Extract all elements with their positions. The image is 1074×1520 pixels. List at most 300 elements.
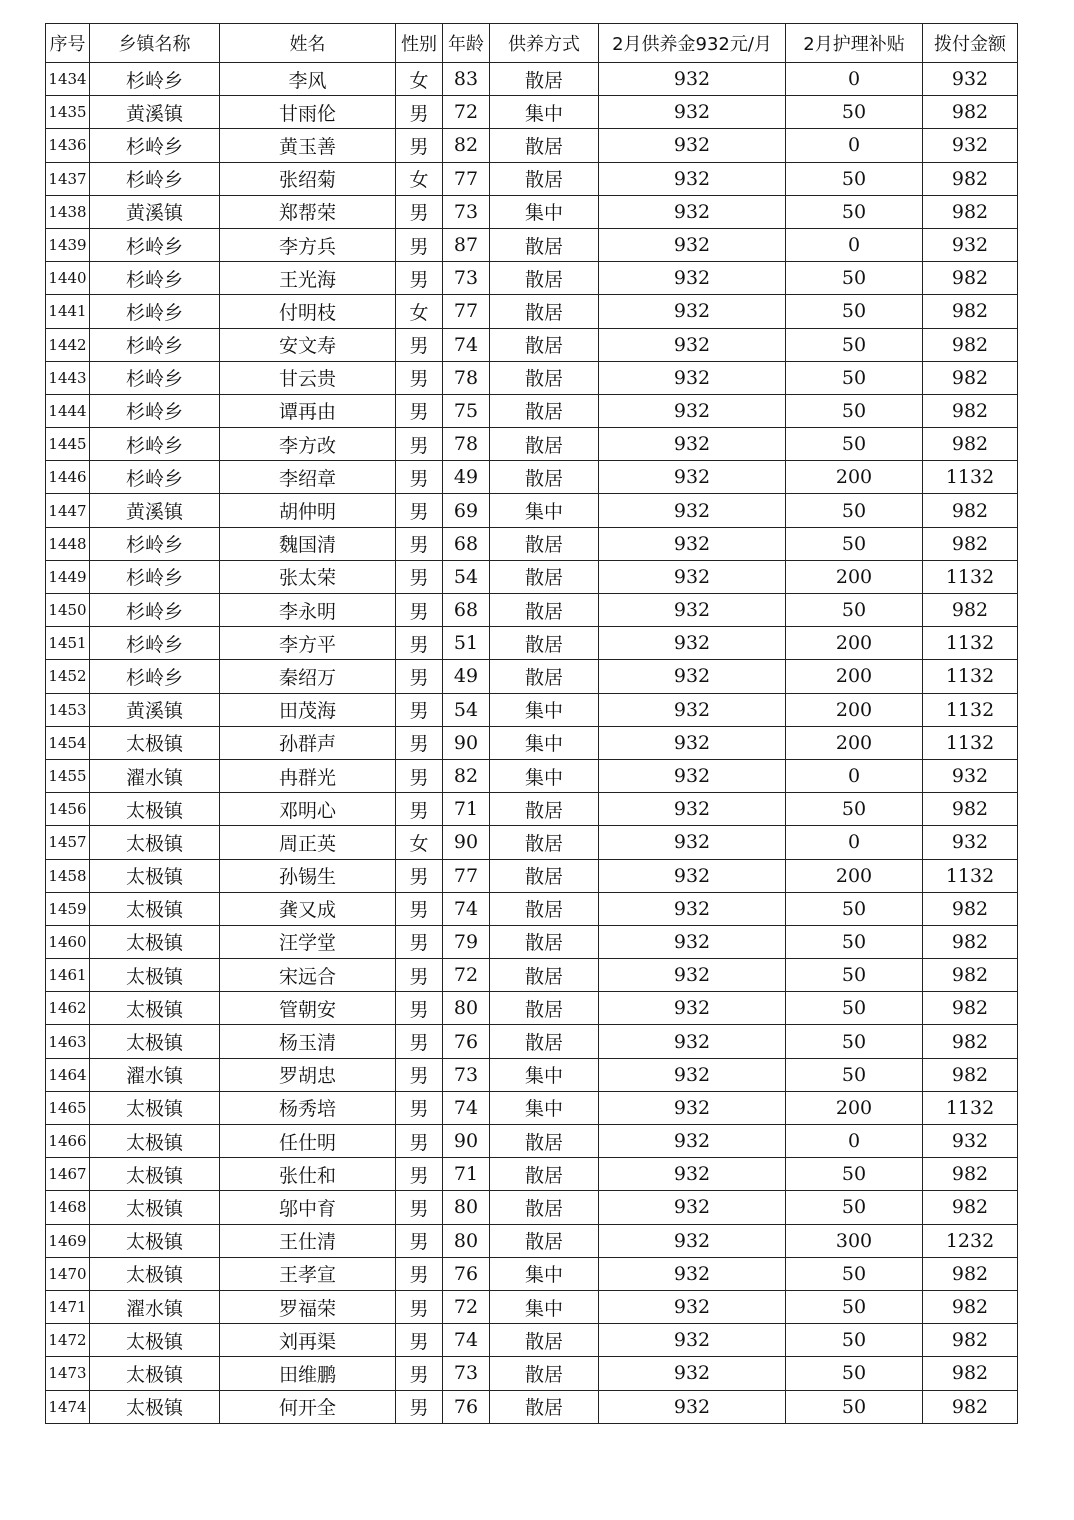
col-payment-total-cell: 982 [923, 1357, 1018, 1390]
col-age-cell: 68 [443, 527, 490, 560]
col-name-cell: 王孝宣 [220, 1257, 396, 1290]
col-index-cell: 1459 [46, 892, 90, 925]
col-age-cell: 79 [443, 925, 490, 958]
col-township-cell: 太极镇 [90, 1324, 220, 1357]
col-support-fund-cell: 932 [599, 63, 786, 96]
table-row [46, 925, 1018, 958]
col-care-subsidy-cell: 50 [786, 1191, 923, 1224]
table-row [46, 726, 1018, 759]
col-name-cell: 宋远合 [220, 959, 396, 992]
col-payment-total-cell: 982 [923, 195, 1018, 228]
table-row [46, 461, 1018, 494]
col-support-mode-cell: 散居 [490, 1324, 599, 1357]
table-row [46, 1058, 1018, 1091]
col-support-fund-cell: 932 [599, 1158, 786, 1191]
col-support-mode-cell: 散居 [490, 228, 599, 261]
table-row [46, 660, 1018, 693]
col-age-cell: 77 [443, 295, 490, 328]
table-body [46, 63, 1018, 1424]
col-name-cell: 王仕清 [220, 1224, 396, 1257]
col-care-subsidy-cell: 50 [786, 1257, 923, 1290]
col-payment-total-cell: 982 [923, 361, 1018, 394]
col-support-fund-cell: 932 [599, 892, 786, 925]
col-care-subsidy-cell: 50 [786, 361, 923, 394]
table-row [46, 527, 1018, 560]
col-name-cell: 杨秀培 [220, 1091, 396, 1124]
table-row [46, 96, 1018, 129]
col-support-fund-cell: 932 [599, 726, 786, 759]
col-gender-cell: 男 [396, 1091, 443, 1124]
col-age-cell: 74 [443, 1091, 490, 1124]
table-row [46, 627, 1018, 660]
col-age-cell: 51 [443, 627, 490, 660]
col-township-cell: 杉岭乡 [90, 428, 220, 461]
col-township-cell: 杉岭乡 [90, 660, 220, 693]
col-township-cell: 杉岭乡 [90, 328, 220, 361]
col-township-cell: 太极镇 [90, 1357, 220, 1390]
col-care-subsidy-cell: 0 [786, 759, 923, 792]
col-name-cell: 邬中育 [220, 1191, 396, 1224]
col-age-cell: 73 [443, 262, 490, 295]
col-payment-total-cell: 982 [923, 1390, 1018, 1423]
col-payment-total-cell: 982 [923, 262, 1018, 295]
col-support-mode-cell: 散居 [490, 1224, 599, 1257]
col-support-fund-cell: 932 [599, 826, 786, 859]
col-age-cell: 78 [443, 428, 490, 461]
col-payment-total-cell: 932 [923, 63, 1018, 96]
col-care-subsidy-cell: 50 [786, 959, 923, 992]
col-care-subsidy-cell: 50 [786, 428, 923, 461]
col-payment-total-cell: 982 [923, 527, 1018, 560]
col-age-cell: 82 [443, 129, 490, 162]
col-support-fund-cell: 932 [599, 461, 786, 494]
col-index-cell: 1472 [46, 1324, 90, 1357]
col-age-cell: 83 [443, 63, 490, 96]
col-name-cell: 孙群声 [220, 726, 396, 759]
col-support-mode-cell: 散居 [490, 793, 599, 826]
col-gender-cell: 男 [396, 1125, 443, 1158]
col-age-cell: 76 [443, 1390, 490, 1423]
col-index-cell: 1443 [46, 361, 90, 394]
col-age-cell: 72 [443, 96, 490, 129]
col-payment-total-cell: 982 [923, 428, 1018, 461]
col-township-cell: 太极镇 [90, 992, 220, 1025]
col-age-cell: 72 [443, 959, 490, 992]
table-row [46, 1290, 1018, 1323]
col-name-cell: 甘云贵 [220, 361, 396, 394]
col-township-cell: 杉岭乡 [90, 228, 220, 261]
col-index-cell: 1446 [46, 461, 90, 494]
col-township-cell: 濯水镇 [90, 1290, 220, 1323]
col-support-fund-cell: 932 [599, 1091, 786, 1124]
col-support-fund-cell: 932 [599, 1257, 786, 1290]
col-support-mode-cell: 散居 [490, 660, 599, 693]
col-payment-total-cell: 1232 [923, 1224, 1018, 1257]
col-payment-total-cell: 982 [923, 1257, 1018, 1290]
col-gender-cell: 男 [396, 1324, 443, 1357]
col-name-cell: 李方兵 [220, 228, 396, 261]
col-age-cell: 82 [443, 759, 490, 792]
col-support-mode-cell: 散居 [490, 63, 599, 96]
col-care-subsidy-cell: 0 [786, 63, 923, 96]
table-row [46, 959, 1018, 992]
table-row [46, 560, 1018, 593]
col-index-cell: 1441 [46, 295, 90, 328]
col-support-mode-cell: 散居 [490, 959, 599, 992]
col-name-cell: 冉群光 [220, 759, 396, 792]
table-row [46, 1357, 1018, 1390]
col-index-header: 序号 [46, 24, 90, 63]
col-payment-total-cell: 982 [923, 959, 1018, 992]
col-name-cell: 李永明 [220, 594, 396, 627]
table-row [46, 428, 1018, 461]
col-support-mode-cell: 散居 [490, 361, 599, 394]
col-support-mode-cell: 集中 [490, 1058, 599, 1091]
col-name-cell: 汪学堂 [220, 925, 396, 958]
col-support-mode-cell: 集中 [490, 1290, 599, 1323]
col-support-mode-cell: 散居 [490, 1390, 599, 1423]
col-township-cell: 杉岭乡 [90, 394, 220, 427]
col-gender-cell: 女 [396, 826, 443, 859]
col-name-cell: 甘雨伦 [220, 96, 396, 129]
col-support-fund-cell: 932 [599, 361, 786, 394]
col-index-cell: 1455 [46, 759, 90, 792]
col-gender-cell: 男 [396, 925, 443, 958]
col-care-subsidy-cell: 50 [786, 162, 923, 195]
col-support-mode-cell: 散居 [490, 627, 599, 660]
col-age-cell: 90 [443, 826, 490, 859]
col-gender-cell: 男 [396, 361, 443, 394]
col-township-cell: 黄溪镇 [90, 494, 220, 527]
col-age-cell: 77 [443, 162, 490, 195]
col-support-mode-cell: 集中 [490, 693, 599, 726]
col-gender-cell: 女 [396, 162, 443, 195]
table-row [46, 892, 1018, 925]
col-support-mode-cell: 集中 [490, 1257, 599, 1290]
col-support-fund-cell: 932 [599, 394, 786, 427]
col-name-cell: 邓明心 [220, 793, 396, 826]
col-gender-cell: 男 [396, 892, 443, 925]
col-index-cell: 1445 [46, 428, 90, 461]
col-support-fund-cell: 932 [599, 195, 786, 228]
col-name-cell: 王光海 [220, 262, 396, 295]
col-township-cell: 太极镇 [90, 959, 220, 992]
col-gender-cell: 男 [396, 96, 443, 129]
col-care-subsidy-cell: 50 [786, 1324, 923, 1357]
col-gender-cell: 男 [396, 428, 443, 461]
col-support-fund-cell: 932 [599, 793, 786, 826]
col-index-cell: 1448 [46, 527, 90, 560]
col-age-cell: 74 [443, 328, 490, 361]
col-care-subsidy-cell: 50 [786, 992, 923, 1025]
col-payment-total-header: 拨付金额 [923, 24, 1018, 63]
col-index-cell: 1461 [46, 959, 90, 992]
col-age-cell: 49 [443, 461, 490, 494]
table-row [46, 162, 1018, 195]
col-gender-cell: 男 [396, 1058, 443, 1091]
col-support-fund-cell: 932 [599, 328, 786, 361]
col-support-mode-cell: 散居 [490, 1191, 599, 1224]
col-support-fund-cell: 932 [599, 228, 786, 261]
table-row [46, 328, 1018, 361]
col-support-fund-cell: 932 [599, 992, 786, 1025]
table-row [46, 129, 1018, 162]
table-row [46, 759, 1018, 792]
col-support-fund-cell: 932 [599, 1224, 786, 1257]
col-township-cell: 太极镇 [90, 726, 220, 759]
col-gender-cell: 男 [396, 195, 443, 228]
col-index-cell: 1435 [46, 96, 90, 129]
col-township-header: 乡镇名称 [90, 24, 220, 63]
col-index-cell: 1451 [46, 627, 90, 660]
table-row [46, 361, 1018, 394]
table-row [46, 1158, 1018, 1191]
col-name-header: 姓名 [220, 24, 396, 63]
col-index-cell: 1450 [46, 594, 90, 627]
col-age-cell: 77 [443, 859, 490, 892]
col-support-fund-cell: 932 [599, 627, 786, 660]
col-name-cell: 李风 [220, 63, 396, 96]
col-index-cell: 1439 [46, 228, 90, 261]
col-age-cell: 72 [443, 1290, 490, 1323]
col-township-cell: 杉岭乡 [90, 560, 220, 593]
col-support-fund-cell: 932 [599, 959, 786, 992]
col-care-subsidy-cell: 50 [786, 195, 923, 228]
col-care-subsidy-cell: 50 [786, 295, 923, 328]
col-care-subsidy-cell: 200 [786, 560, 923, 593]
col-support-fund-cell: 932 [599, 560, 786, 593]
col-gender-cell: 男 [396, 228, 443, 261]
col-support-mode-cell: 散居 [490, 461, 599, 494]
col-age-cell: 74 [443, 892, 490, 925]
col-age-cell: 80 [443, 1224, 490, 1257]
table-row [46, 228, 1018, 261]
col-index-cell: 1473 [46, 1357, 90, 1390]
col-payment-total-cell: 982 [923, 328, 1018, 361]
col-support-mode-cell: 集中 [490, 195, 599, 228]
col-gender-cell: 男 [396, 693, 443, 726]
col-index-cell: 1460 [46, 925, 90, 958]
col-payment-total-cell: 932 [923, 759, 1018, 792]
col-index-cell: 1454 [46, 726, 90, 759]
col-township-cell: 濯水镇 [90, 1058, 220, 1091]
col-support-fund-cell: 932 [599, 428, 786, 461]
col-age-cell: 76 [443, 1257, 490, 1290]
table-row [46, 1224, 1018, 1257]
col-township-cell: 黄溪镇 [90, 96, 220, 129]
col-support-mode-cell: 集中 [490, 759, 599, 792]
col-index-cell: 1458 [46, 859, 90, 892]
col-township-cell: 太极镇 [90, 892, 220, 925]
col-name-cell: 田茂海 [220, 693, 396, 726]
col-name-cell: 杨玉清 [220, 1025, 396, 1058]
col-gender-cell: 男 [396, 859, 443, 892]
col-support-fund-cell: 932 [599, 1191, 786, 1224]
col-gender-cell: 男 [396, 1390, 443, 1423]
col-support-mode-cell: 散居 [490, 826, 599, 859]
table-row [46, 494, 1018, 527]
col-payment-total-cell: 932 [923, 129, 1018, 162]
col-payment-total-cell: 982 [923, 793, 1018, 826]
col-payment-total-cell: 1132 [923, 560, 1018, 593]
col-care-subsidy-cell: 0 [786, 826, 923, 859]
col-index-cell: 1464 [46, 1058, 90, 1091]
col-township-cell: 太极镇 [90, 1158, 220, 1191]
col-payment-total-cell: 1132 [923, 859, 1018, 892]
col-care-subsidy-cell: 50 [786, 1158, 923, 1191]
col-payment-total-cell: 982 [923, 1290, 1018, 1323]
col-name-cell: 李方改 [220, 428, 396, 461]
col-index-cell: 1474 [46, 1390, 90, 1423]
col-support-fund-cell: 932 [599, 859, 786, 892]
col-township-cell: 太极镇 [90, 859, 220, 892]
col-gender-cell: 男 [396, 129, 443, 162]
col-name-cell: 龚又成 [220, 892, 396, 925]
table-row [46, 793, 1018, 826]
col-payment-total-cell: 982 [923, 494, 1018, 527]
col-name-cell: 何开全 [220, 1390, 396, 1423]
col-support-mode-cell: 散居 [490, 394, 599, 427]
col-support-fund-cell: 932 [599, 1125, 786, 1158]
table-row [46, 1257, 1018, 1290]
col-township-cell: 太极镇 [90, 1390, 220, 1423]
col-gender-cell: 男 [396, 262, 443, 295]
col-township-cell: 杉岭乡 [90, 129, 220, 162]
col-care-subsidy-cell: 0 [786, 129, 923, 162]
col-care-subsidy-cell: 200 [786, 859, 923, 892]
col-name-cell: 张太荣 [220, 560, 396, 593]
col-support-fund-cell: 932 [599, 162, 786, 195]
col-name-cell: 李绍章 [220, 461, 396, 494]
col-index-cell: 1469 [46, 1224, 90, 1257]
col-care-subsidy-cell: 50 [786, 793, 923, 826]
col-age-cell: 49 [443, 660, 490, 693]
col-payment-total-cell: 982 [923, 394, 1018, 427]
table-row [46, 1091, 1018, 1124]
col-payment-total-cell: 1132 [923, 461, 1018, 494]
col-support-mode-cell: 散居 [490, 262, 599, 295]
col-township-cell: 濯水镇 [90, 759, 220, 792]
col-index-cell: 1437 [46, 162, 90, 195]
allowance-table [45, 23, 1018, 1424]
col-name-cell: 秦绍万 [220, 660, 396, 693]
col-care-subsidy-cell: 300 [786, 1224, 923, 1257]
col-care-subsidy-cell: 50 [786, 262, 923, 295]
col-township-cell: 杉岭乡 [90, 627, 220, 660]
col-age-cell: 75 [443, 394, 490, 427]
col-index-cell: 1452 [46, 660, 90, 693]
col-care-subsidy-cell: 50 [786, 1025, 923, 1058]
col-index-cell: 1436 [46, 129, 90, 162]
col-index-cell: 1457 [46, 826, 90, 859]
col-age-cell: 73 [443, 1058, 490, 1091]
col-care-subsidy-cell: 0 [786, 228, 923, 261]
col-name-cell: 刘再渠 [220, 1324, 396, 1357]
table-row [46, 1390, 1018, 1423]
col-index-cell: 1444 [46, 394, 90, 427]
col-support-mode-cell: 散居 [490, 892, 599, 925]
table-row [46, 394, 1018, 427]
col-age-cell: 80 [443, 1191, 490, 1224]
col-support-mode-cell: 散居 [490, 859, 599, 892]
col-support-mode-cell: 散居 [490, 527, 599, 560]
col-payment-total-cell: 982 [923, 992, 1018, 1025]
table-row [46, 594, 1018, 627]
col-township-cell: 杉岭乡 [90, 262, 220, 295]
col-support-mode-cell: 散居 [490, 328, 599, 361]
col-support-fund-cell: 932 [599, 925, 786, 958]
col-gender-cell: 男 [396, 527, 443, 560]
col-age-cell: 74 [443, 1324, 490, 1357]
col-age-cell: 68 [443, 594, 490, 627]
col-care-subsidy-cell: 200 [786, 627, 923, 660]
col-payment-total-cell: 982 [923, 1058, 1018, 1091]
col-township-cell: 黄溪镇 [90, 195, 220, 228]
col-gender-cell: 男 [396, 959, 443, 992]
col-support-fund-cell: 932 [599, 262, 786, 295]
col-age-cell: 78 [443, 361, 490, 394]
col-township-cell: 太极镇 [90, 826, 220, 859]
col-care-subsidy-cell: 50 [786, 594, 923, 627]
col-support-mode-cell: 散居 [490, 129, 599, 162]
col-index-cell: 1453 [46, 693, 90, 726]
col-care-subsidy-cell: 200 [786, 1091, 923, 1124]
col-gender-cell: 男 [396, 759, 443, 792]
col-name-cell: 管朝安 [220, 992, 396, 1025]
col-age-cell: 54 [443, 560, 490, 593]
col-care-subsidy-cell: 50 [786, 394, 923, 427]
col-gender-cell: 男 [396, 1224, 443, 1257]
col-payment-total-cell: 982 [923, 1324, 1018, 1357]
col-age-cell: 73 [443, 1357, 490, 1390]
col-support-mode-cell: 散居 [490, 1357, 599, 1390]
col-support-mode-cell: 散居 [490, 992, 599, 1025]
col-index-cell: 1456 [46, 793, 90, 826]
col-payment-total-cell: 982 [923, 96, 1018, 129]
col-township-cell: 太极镇 [90, 1224, 220, 1257]
col-township-cell: 杉岭乡 [90, 361, 220, 394]
col-support-mode-header: 供养方式 [490, 24, 599, 63]
col-support-fund-cell: 932 [599, 660, 786, 693]
col-gender-cell: 男 [396, 726, 443, 759]
col-age-cell: 76 [443, 1025, 490, 1058]
col-gender-cell: 男 [396, 394, 443, 427]
col-index-cell: 1462 [46, 992, 90, 1025]
col-age-cell: 90 [443, 1125, 490, 1158]
col-index-cell: 1470 [46, 1257, 90, 1290]
col-age-header: 年龄 [443, 24, 490, 63]
col-payment-total-cell: 932 [923, 228, 1018, 261]
col-index-cell: 1467 [46, 1158, 90, 1191]
col-index-cell: 1468 [46, 1191, 90, 1224]
col-care-subsidy-cell: 50 [786, 892, 923, 925]
col-gender-cell: 男 [396, 494, 443, 527]
col-support-fund-cell: 932 [599, 594, 786, 627]
col-gender-cell: 男 [396, 992, 443, 1025]
col-name-cell: 黄玉善 [220, 129, 396, 162]
col-age-cell: 73 [443, 195, 490, 228]
col-township-cell: 太极镇 [90, 1025, 220, 1058]
col-support-mode-cell: 散居 [490, 428, 599, 461]
col-gender-cell: 女 [396, 295, 443, 328]
col-support-mode-cell: 集中 [490, 96, 599, 129]
col-index-cell: 1434 [46, 63, 90, 96]
col-index-cell: 1465 [46, 1091, 90, 1124]
col-name-cell: 付明枝 [220, 295, 396, 328]
col-payment-total-cell: 1132 [923, 693, 1018, 726]
col-gender-cell: 男 [396, 1257, 443, 1290]
col-index-cell: 1463 [46, 1025, 90, 1058]
